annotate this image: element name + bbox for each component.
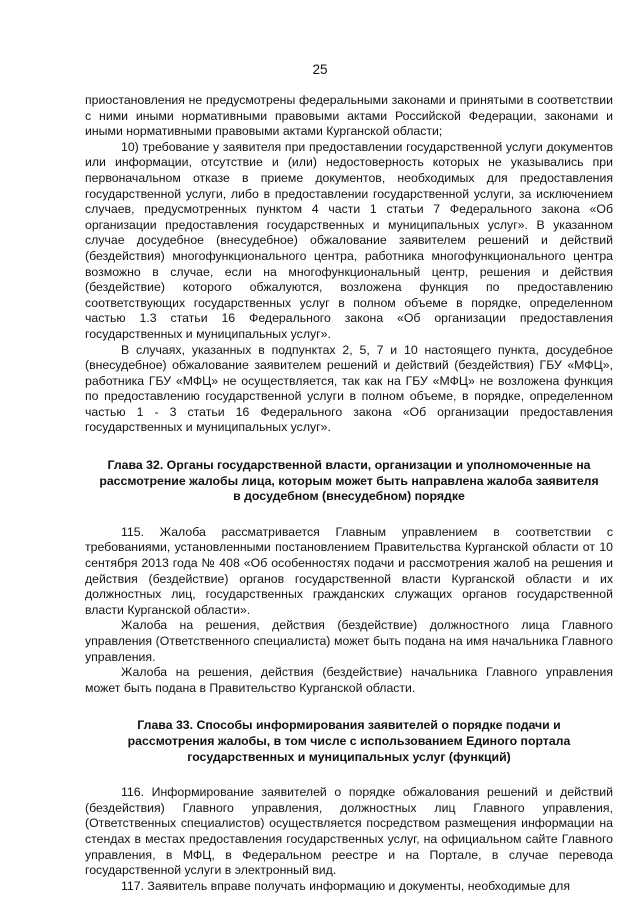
chapter-33-heading-line: Глава 33. Способы информирования заявителей о порядке подачи и [137,718,561,733]
chapter-32-heading-line: в досудебном (внесудебном) порядке [233,489,465,504]
paragraph-item-10: 10) требование у заявителя при предоставлении государственной услуги документов или информации, отсутствие и (или) недостоверность которых не указывались при первоначальном отказе в приеме документов, необходимых для предоставления государственной услуги, либо в предоставлении государственной услуги, за исключением случаев, предусмотренных пунктом 4 части 1 статьи 7 Федерального закона «Об организации предоставления государственных и муниципальных услуг». В указанном случае досудебное (внесудебное) обжалование заявителем решений и действий (бездействия) многофункционального центра, работника многофункционального центра возможно в случае, если на многофункциональный центр, решения и действия (бездействие) которого обжалуются, возложена функция по предоставлению соответствующих государственных услуг в полном объеме в порядке, определенном частью 1.3 статьи 16 Федерального закона «Об организации предоставления государственных и муниципальных услуг». [85,139,613,341]
paragraph-116: 116. Информирование заявителей о порядке обжалования решений и действий (бездействия) Главного управления, должностных лиц Главного управления, (Ответственных специалистов) осуществляется посредством размещения информации на стендах в местах предоставления государственных услуг, на официальном сайте Главного управления, в МФЦ, в Федеральном реестре и на Портале, в случае перевода государственной услуги в электронный вид. [85,785,613,878]
chapter-33-heading [99,718,599,765]
chapter-32-heading [99,458,599,505]
chapter-32-heading-line: рассмотрение жалобы лица, которым может быть направлена жалоба заявителя [99,473,599,488]
chapter-33-heading-line: государственных и муниципальных услуг (функций) [187,749,511,764]
paragraph-continuation: приостановления не предусмотрены федеральными законами и принятыми в соответствии с ними иными нормативными правовыми актами Российской Федерации, законами и иными нормативными правовыми актами Курганской области; [85,93,613,139]
paragraph-115: 115. Жалоба рассматривается Главным управлением в соответствии с требованиями, установленными постановлением Правительства Курганской области от 10 сентября 2013 года № 408 «Об особенностях подачи и рассмотрения жалоб на решения и действия (бездействие) органов государственной власти Курганской области и их должностных лиц, государственных гражданских служащих органов государственной власти Курганской области». [85,524,613,617]
page-number: 25 [312,62,328,77]
paragraph-exceptions: В случаях, указанных в подпунктах 2, 5, 7 и 10 настоящего пункта, досудебное (внесудебное) обжалование заявителем решений и действий (бездействия) ГБУ «МФЦ», работника ГБУ «МФЦ» не осуществляется, так как на ГБУ «МФЦ» не возложена функция по предоставлению государственной услуги в полном объеме, в порядке, определенном частью 1 - 3 статьи 16 Федерального закона «Об организации предоставления государственных и муниципальных услуг». [85,342,613,435]
chapter-33-heading-line: рассмотрения жалобы, в том числе с использованием Единого портала [127,733,571,748]
paragraph-117: 117. Заявитель вправе получать информацию и документы, необходимые для [121,878,570,893]
paragraph-complaint-head: Жалоба на решения, действия (бездействие) начальника Главного управления может быть подана в Правительство Курганской области. [85,665,613,695]
document-body [85,93,613,894]
chapter-32-heading-line: Глава 32. Органы государственной власти, организации и уполномоченные на [107,458,591,473]
paragraph-complaint-official: Жалоба на решения, действия (бездействие) должностного лица Главного управления (Ответственного специалиста) может быть подана на имя начальника Главного управления. [85,618,613,664]
